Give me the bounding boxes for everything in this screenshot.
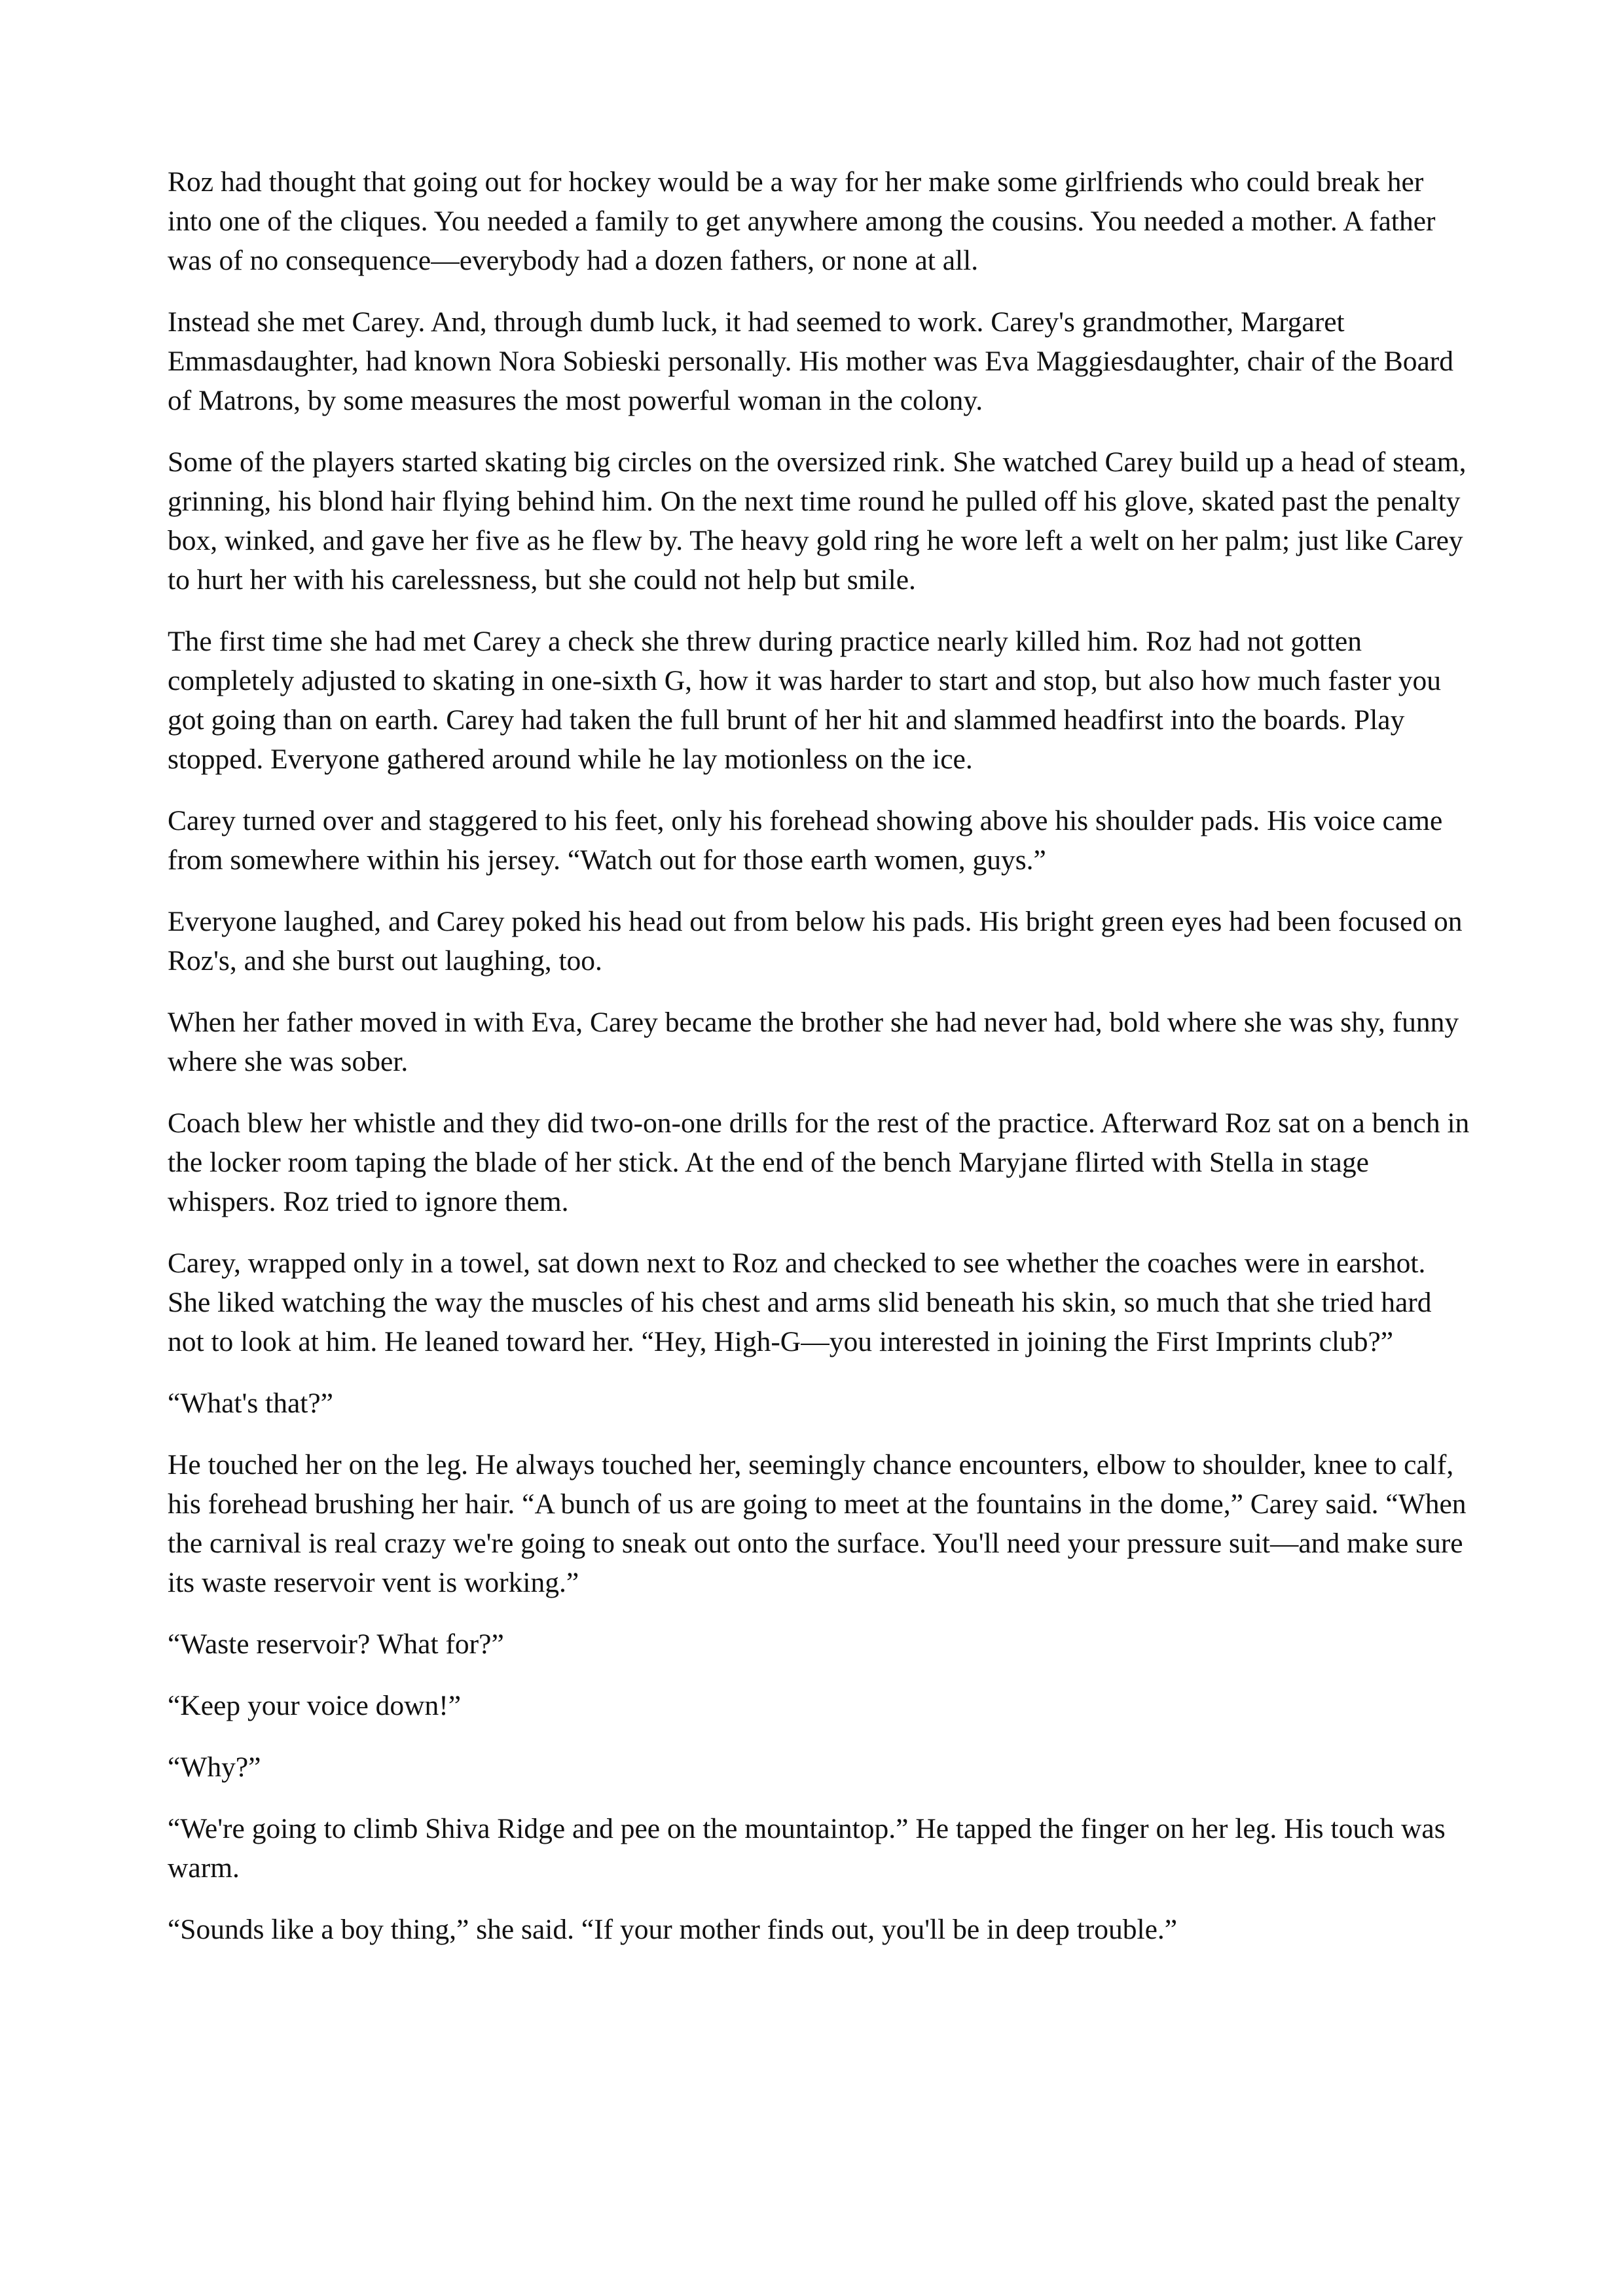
- paragraph-7: When her father moved in with Eva, Carey became the brother she had never had, bold where she was shy, funny where she was sober.: [168, 1007, 1459, 1077]
- paragraph-6: Everyone laughed, and Carey poked his head out from below his pads. His bright green eyes had been focused on Roz's, and she burst out laughing, too.: [168, 906, 1463, 977]
- paragraph-5: Carey turned over and staggered to his feet, only his forehead showing above his shoulder pads. His voice came from somewhere within his jersey. “Watch out for those earth women, guys.”: [168, 805, 1443, 876]
- paragraph-9: Carey, wrapped only in a towel, sat down next to Roz and checked to see whether the coaches were in earshot. She liked watching the way the muscles of his chest and arms slid beneath his skin, so much that she tried hard not to look at him. He leaned toward her. “Hey, High-G—you interested in joining the First Imprints club?”: [168, 1247, 1432, 1357]
- paragraph-2: Instead she met Carey. And, through dumb luck, it had seemed to work. Carey's grandmother, Margaret Emmasdaughter, had known Nora Sobieski personally. His mother was Eva Maggiesdaughter, chair of the Board of Matrons, by some measures the most powerful woman in the colony.: [168, 306, 1453, 416]
- paragraph-4: The first time she had met Carey a check she threw during practice nearly killed him. Roz had not gotten completely adjusted to skating in one-sixth G, how it was harder to start and stop, but also how much faster you got going than on earth. Carey had taken the full brunt of her hit and slammed headfirst into the boards. Play stopped. Everyone gathered around while he lay motionless on the ice.: [168, 626, 1442, 775]
- paragraph-16: “Sounds like a boy thing,” she said. “If your mother finds out, you'll be in deep trouble.”: [168, 1914, 1178, 1945]
- paragraph-10: “What's that?”: [168, 1388, 333, 1419]
- paragraph-15: “We're going to climb Shiva Ridge and pee on the mountaintop.” He tapped the finger on her leg. His touch was warm.: [168, 1813, 1446, 1884]
- paragraph-8: Coach blew her whistle and they did two-on-one drills for the rest of the practice. Afterward Roz sat on a bench in the locker room taping the blade of her stick. At the end of the bench Maryjane flirted with Stella in stage whispers. Roz tried to ignore them.: [168, 1107, 1470, 1217]
- paragraph-1: Roz had thought that going out for hockey would be a way for her make some girlfriends who could break her into one of the cliques. You needed a family to get anywhere among the cousins. You needed a mother. A father was of no consequence—everybody had a dozen fathers, or none at all.: [168, 166, 1436, 276]
- paragraph-14: “Why?”: [168, 1751, 261, 1783]
- paragraph-13: “Keep your voice down!”: [168, 1690, 462, 1721]
- paragraph-12: “Waste reservoir? What for?”: [168, 1628, 504, 1660]
- paragraph-3: Some of the players started skating big circles on the oversized rink. She watched Carey build up a head of steam, grinning, his blond hair flying behind him. On the next time round he pulled off his glove, skated past the penalty box, winked, and gave her five as he flew by. The heavy gold ring he wore left a welt on her palm; just like Carey to hurt her with his carelessness, but she could not help but smile.: [168, 446, 1467, 596]
- paragraph-11: He touched her on the leg. He always touched her, seemingly chance encounters, elbow to shoulder, knee to calf, his forehead brushing her hair. “A bunch of us are going to meet at the fountains in the dome,” Carey said. “When the carnival is real crazy we're going to sneak out onto the surface. You'll need your pressure suit—and make sure its waste reservoir vent is working.”: [168, 1449, 1467, 1598]
- body-text: [168, 162, 1470, 1971]
